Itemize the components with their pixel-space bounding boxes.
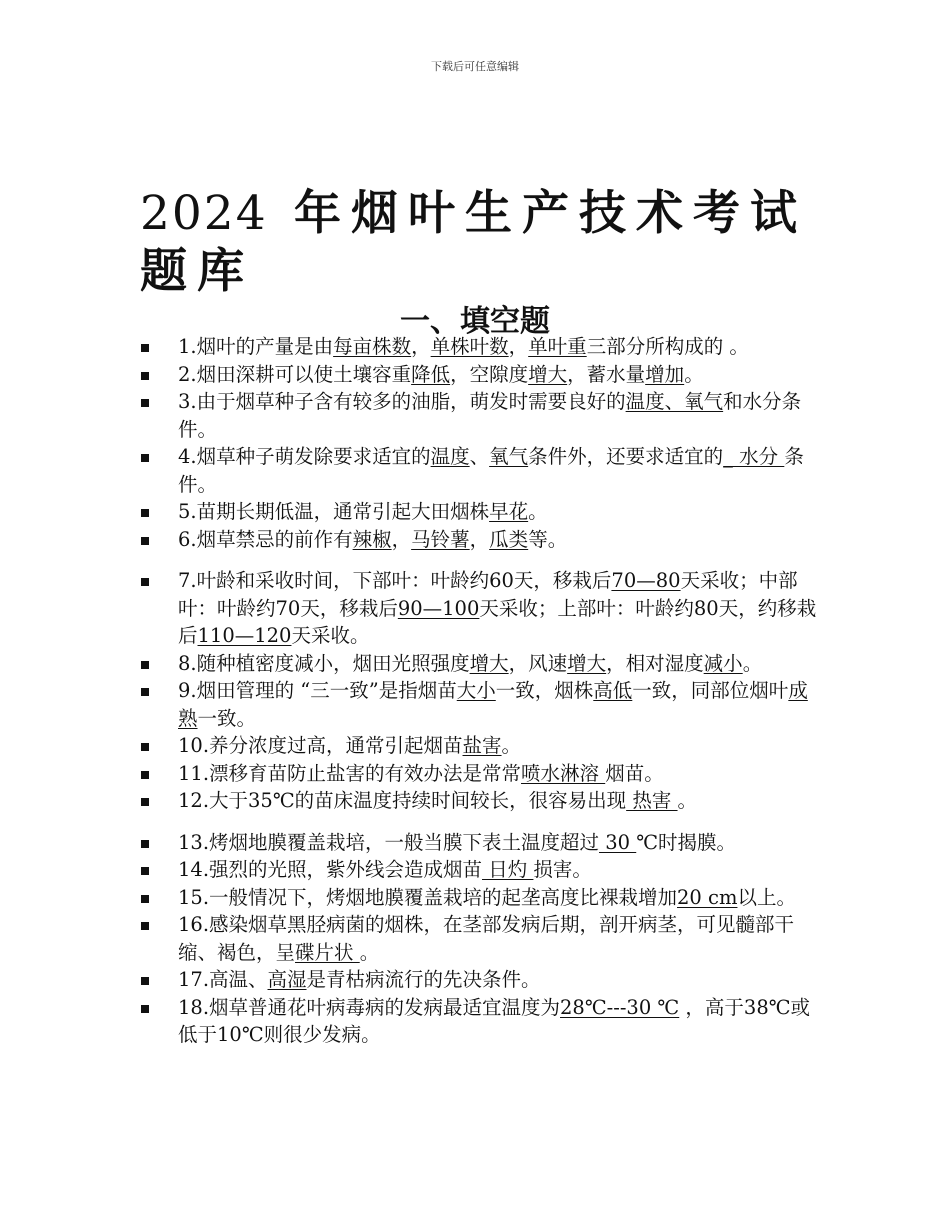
- title-text: 年烟叶生产技术考试题库: [140, 186, 807, 299]
- answer-blank: _ 水分: [723, 445, 785, 468]
- document-title: [140, 185, 830, 301]
- question-item: [140, 966, 820, 994]
- answer-blank: 90—100: [397, 596, 480, 620]
- answer-blank: 日灼: [482, 858, 534, 881]
- question-item: [140, 361, 820, 389]
- question-text: ，相对湿度: [606, 651, 704, 675]
- question-text: 9.烟田管理的 “三一致”是指烟苗: [178, 679, 457, 702]
- question-text: 、: [469, 445, 490, 468]
- question-text: ，: [508, 335, 529, 358]
- question-item: [140, 333, 820, 361]
- question-text: 3.由于烟草种子含有较多的油脂，萌发时需要良好的: [178, 390, 626, 413]
- question-item: [140, 856, 820, 884]
- answer-blank: 温度、氧气: [625, 390, 724, 413]
- question-text: ，高于38℃或低于10℃则很少发病。: [178, 995, 811, 1046]
- answer-blank: 28℃---30 ℃: [560, 995, 680, 1019]
- question-text: 条件。: [178, 445, 804, 496]
- question-text: 2.烟田深耕可以使土壤容重: [178, 362, 412, 386]
- question-text: 天采收；上部叶：叶龄约80天，约移栽后: [178, 596, 817, 647]
- question-text: 天采收；中部叶：叶龄约70天，移栽后: [178, 569, 798, 620]
- question-text: 5.苗期长期低温，通常引起大田烟株: [178, 500, 490, 523]
- answer-blank: 单株叶数: [430, 335, 509, 358]
- question-text: 18.烟草普通花叶病毒病的发病最适宜温度为: [178, 995, 561, 1019]
- answer-blank: 20 cm: [677, 885, 738, 909]
- answer-blank: 早花: [489, 500, 529, 523]
- answer-blank: 氧气: [489, 445, 529, 468]
- answer-blank: 增大: [528, 362, 568, 386]
- question-text: 1.烟叶的产量是由: [178, 335, 334, 358]
- question-text: ，: [469, 527, 490, 551]
- question-item: [140, 829, 820, 857]
- question-text: 。: [528, 500, 548, 523]
- title-year: 2024: [140, 186, 268, 241]
- question-text: 一致，烟株: [495, 679, 594, 702]
- section-heading: 一、填空题: [400, 304, 550, 339]
- question-text: 4.烟草种子萌发除要求适宜的: [178, 445, 431, 468]
- answer-blank: 单叶重: [528, 335, 587, 358]
- question-text: ，: [391, 527, 412, 551]
- answer-blank: 高湿: [267, 968, 307, 991]
- question-text: 。: [359, 940, 380, 964]
- question-text: 8.随种植密度减小，烟田光照强度: [178, 651, 470, 675]
- question-text: 三部分所构成的 。: [586, 335, 749, 358]
- question-item: [140, 732, 820, 760]
- answer-blank: 增加: [645, 362, 685, 386]
- question-item: [140, 388, 820, 443]
- question-text: 一致，同部位烟叶: [632, 679, 789, 702]
- answer-blank: 热害: [626, 789, 678, 812]
- question-text: 16.感染烟草黑胫病菌的烟株，在茎部发病后期，剖开病茎，可见髓部干缩、褐色，呈: [178, 913, 795, 964]
- question-item: [140, 567, 820, 650]
- question-text: 是青枯病流行的先决条件。: [306, 968, 541, 991]
- question-item: [140, 526, 820, 554]
- question-text: 损害。: [533, 858, 592, 881]
- question-text: 17.高温、: [178, 968, 268, 991]
- answer-blank: 喷水淋溶: [521, 761, 606, 785]
- question-item: [140, 787, 820, 815]
- question-text: 和水分条件。: [178, 390, 802, 441]
- answer-blank: 瓜类: [489, 527, 529, 551]
- answer-blank: 110—120: [197, 624, 292, 647]
- question-text: 等。: [528, 527, 568, 551]
- answer-blank: 马铃薯: [411, 527, 470, 551]
- question-item: [140, 760, 820, 788]
- question-text: 15.一般情况下，烤烟地膜覆盖栽培的起垄高度比裸栽增加: [178, 885, 678, 909]
- answer-blank: 每亩株数: [333, 335, 412, 358]
- answer-blank: 大小: [456, 679, 496, 702]
- answer-blank: 增大: [567, 651, 607, 675]
- question-text: ，空隙度: [450, 362, 529, 386]
- answer-blank: 高低: [593, 679, 633, 702]
- question-text: 11.漂移育苗防止盐害的有效办法是常常: [178, 761, 522, 785]
- answer-blank: 减小: [703, 651, 743, 675]
- question-item: [140, 884, 820, 912]
- question-text: ℃时揭膜。: [636, 830, 737, 854]
- question-text: 条件外，还要求适宜的: [528, 445, 724, 468]
- question-text: 一致。: [197, 706, 257, 730]
- header-note: 下载后可任意编辑: [431, 60, 519, 73]
- question-item: [140, 443, 820, 498]
- question-item: [140, 650, 820, 678]
- question-text: 。: [742, 651, 763, 675]
- answer-blank: 温度: [430, 445, 470, 468]
- question-text: 12.大于35℃的苗床温度持续时间较长，很容易出现: [178, 789, 627, 812]
- answer-blank: 降低: [411, 362, 451, 386]
- answer-blank: 辣椒: [352, 527, 392, 551]
- question-text: 10.养分浓度过高，通常引起烟苗: [178, 734, 463, 757]
- question-text: 。: [501, 734, 522, 757]
- question-item: [140, 994, 820, 1049]
- answer-blank: 70—80: [611, 569, 681, 592]
- question-text: 14.强烈的光照，紫外线会造成烟苗: [178, 858, 483, 881]
- question-text: ，: [411, 335, 431, 358]
- question-text: 13.烤烟地膜覆盖栽培，一般当膜下表土温度超过: [178, 830, 600, 854]
- answer-blank: 碟片状: [295, 940, 360, 964]
- question-text: 以上。: [737, 885, 796, 909]
- answer-blank: 盐害: [462, 734, 502, 757]
- question-text: 。: [677, 789, 698, 812]
- question-list: [140, 333, 820, 1049]
- question-text: 。: [684, 362, 704, 386]
- question-text: 烟苗。: [605, 761, 664, 785]
- question-text: 6.烟草禁忌的前作有: [178, 527, 353, 551]
- question-item: [140, 677, 820, 732]
- question-item: [140, 911, 820, 966]
- question-text: 7.叶龄和采收时间，下部叶：叶龄约60天，移栽后: [178, 569, 612, 592]
- answer-blank: 增大: [469, 651, 509, 675]
- answer-blank: 成熟: [178, 679, 808, 730]
- question-text: ，蓄水量: [567, 362, 646, 386]
- answer-blank: 30: [599, 830, 637, 854]
- question-text: ，风速: [508, 651, 568, 675]
- question-item: [140, 498, 820, 526]
- question-text: 天采收。: [291, 624, 370, 647]
